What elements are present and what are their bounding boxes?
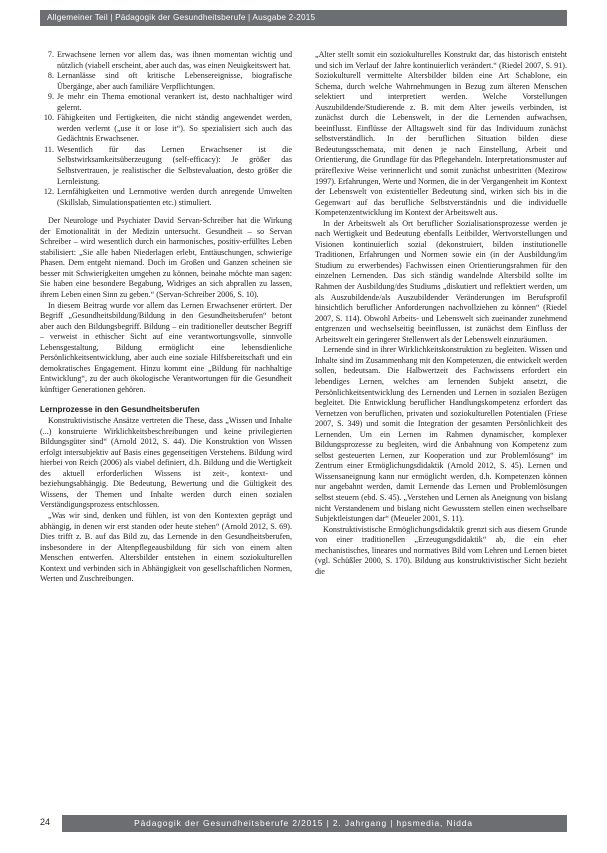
paragraph: Der Neurologe und Psychiater David Servan-Schreiber hat die Wirkung der Emotionalität in der Medizin untersucht. Gesundheit – so Servan Schreiber – wird wesentlich durch ein harmonisches, positiv-erfülltes Leben stabilisiert: „Sie alle haben Niederlagen erlebt, Enttäuschungen, schwierige Phasen. Dem entgeht niemand. Doch im Großen und Ganzen scheinen sie besser mit Schwierigkeiten umgehen zu können, beinahe möchte man sagen: Sie haben eine besondere Begabung, Widriges an sich abprallen zu lassen, ihrem Leben einen Sinn zu geben.“ (Servan-Schreiber 2006, S. 10). (40, 216, 292, 300)
list-item-text: Lernfähigkeiten und Lernmotive werden durch anregende Umwelten (Skillslab, Simulationspatienten etc.) stimuliert. (57, 187, 292, 207)
section-subheading: Lernprozesse in den Gesundheitsberufen (40, 404, 200, 414)
paragraph: In diesem Beitrag wurde vor allem das Lernen Erwachsener erörtert. Der Begriff „Gesundheitsbildung/Bildung in den Gesundheitsberufen“ betont aber auch den Bildungsbegriff. Bildung – ein traditioneller deutscher Begriff – verweist in ethischer Sicht auf eine verantwortungsvolle, sinnvolle Lebensgestaltung, Bildung ermöglicht eine lebensdienliche Persönlichkeitsentwicklung, aber auch eine soziale Hilfsbereitschaft und ein demokratisches Engagement. Hinzu kommt eine „Bildung für nachhaltige Entwicklung“, zu der auch ökologische Verantwortungen für die Gesundheit künftiger Generationen gehören. (40, 300, 292, 394)
paragraph: Konstruktivistische Ermöglichungsdidaktik grenzt sich aus diesem Grunde von einer traditionellen „Erzeugungsdidaktik“ ab, die ein eher mechanistisches, lineares und normatives Bild vom Lehren und Lernen bietet (vgl. Schüßler 2000, S. 170). Bildung aus konstruktivistischer Sicht bezieht die (315, 524, 567, 576)
list-item-number: 9. (47, 92, 54, 102)
list-item-number: 7. (47, 50, 54, 59)
list-item-text: Wesentlich für das Lernen Erwachsener ist die Selbstwirksamkeitsüberzeugung (self-efficacy): Je größer das Selbstvertrauen, je realistischer die Selbstevaluation, desto größer die Lernleistung. (57, 144, 292, 186)
list-item-number: 11. (44, 144, 54, 154)
page-number: 24 (40, 817, 51, 827)
paragraph: „Was wir sind, denken und fühlen, ist von den Kontexten geprägt und abhängig, in denen wir erst standen oder heute stehen“ (Arnold 2012, S. 69). Dies trifft z. B. auf das Bild zu, das Lernende in den Gesundheitsberufen, insbesondere in der Altenpflegeausbildung für sich von einem alten Menschen entwerfen. Altersbilder entstehen in einem soziokulturellen Kontext und verbinden sich in Abhängigkeit von gesellschaftlichen Normen, Werten und Zuschreibungen. (40, 510, 292, 584)
header-title: Allgemeiner Teil | Pädagogik der Gesundheitsberufe | Ausgabe 2-2015 (47, 13, 316, 22)
list-item-text: Fähigkeiten und Fertigkeiten, die nicht ständig angewendet werden, werden verlernt („use it or lose it“). So spezialisiert sich auch das Gedächtnis Erwachsener. (57, 113, 292, 144)
right-column (315, 50, 567, 795)
list-item-number: 8. (47, 71, 54, 81)
list-item (40, 92, 292, 113)
footer-caption: Pädagogik der Gesundheitsberufe 2/2015 | 2. Jahrgang | hpsmedia, Nidda (134, 818, 473, 828)
list-item-text: Erwachsene lernen vor allem das, was ihnen momentan wichtig und nützlich (viabell erscheint, aber auch das, was einen Neuigkeitswert hat. (57, 50, 292, 70)
list-item (40, 145, 292, 187)
list-item (40, 50, 292, 71)
numbered-list (40, 50, 292, 208)
paragraph: In der Arbeitswelt als Ort beruflicher Sozialisationsprozesse werden je nach Wertigkeit und Bedeutung ebenfalls Leitbilder, Wertvorstellungen und Visionen kontinuierlich sozial (dekonstruiert, bilden institutionelle Traditionen, Erfahrungen und Normen sowie ein (in der Ausbildung/im Studium zu erwerbendes) Fachwissen einen Orientierungsrahmen für den einzelnen Lernenden. Das sich ständig wandelnde Altersbild sollte im Rahmen der Ausbildung/des Studiums „diskutiert und reflektiert werden, um als Auszubildende/als Auszubildender Veränderungen im Berufsprofil hinsichtlich beruflicher Anforderungen nachvollziehen zu können“ (Riedel 2007, S. 114). Obwohl Arbeits- und Lebenswelt sich zueinander zunehmend entgrenzen und wechselseitig beeinflussen, ist zunächst dem Einfluss der Arbeitswelt ein geringerer Stellenwert als der Lebenswelt einzuräumen. (315, 218, 567, 344)
list-item (40, 71, 292, 92)
list-item (40, 187, 292, 208)
paragraph: Lernende sind in ihrer Wirklichkeitskonstruktion zu begleiten. Wissen und Inhalte sind im Zusammenhang mit den Kompetenzen, die entwickelt werden sollen, bedeutsam. Die Halbwertzeit des Fachwissens erfordert ein lebendiges Lernen, welches am lernenden Subjekt ansetzt, die Persönlichkeitsentwicklung des Lernenden und Lernen in sozialen Bezügen begleitet. Die Entwicklung beruflicher Handlungskompetenz erfordert das Vernetzen von beruflichen, privaten und soziokulturellen Potentialen (Friese 2007, S. 349) und somit die Integration der gesamten Persönlichkeit des Lernenden. Um ein Lernen im Rahmen dynamischer, komplexer Bildungsprozesse zu begleiten, wird die Anbahnung von Kompetenz zum selbst gesteuerten Lernen, zur Kooperation und zur Problemlösung“ im Zentrum einer Ermöglichungsdidaktik (Arnold 2012, S. 45). Lernen und Wissensaneignung kann nur ermöglicht werden, d.h. Kompetenzen können nur angebahnt werden, damit Lernende das Lernen und Problemlösungen selbst steuern (ebd. S. 45). „Verstehen und Lernen als Aneignung von bislang nicht Verstandenem und bislang nicht Gewusstem stellen einen wechselbare Subjektleistungen dar“ (Meueler 2001, S. 11). (315, 345, 567, 524)
list-item-text: Lernanlässe sind oft kritische Lebensereignisse, biografische Übergänge, aber auch familiäre Verpflichtungen. (57, 71, 292, 91)
page-footer (40, 815, 567, 833)
list-item-number: 12. (43, 187, 54, 197)
list-item-text: Je mehr ein Thema emotional verankert ist, desto nachhaltiger wird gelernt. (57, 92, 292, 112)
page-header (0, 0, 607, 30)
list-item-number: 10. (43, 113, 54, 123)
paragraph: Konstruktivistische Ansätze vertreten die These, dass „Wissen und Inhalte (...) konstruierte Wirklichkeitsbeschreibungen und keine privilegierten Bildungsgüter sind“ (Arnold 2012, S. 44). Die Konstruktion von Wissen erfolgt intersubjektiv auf Basis eines gegenseitigen Verstehens. Bildung wird hierbei von Reich (2006) als viabel definiert, d.h. Bildung und die Wertigkeit des aktuell erforderlichen Wissens ist zeit-, kontext- und beziehungsabhängig. Die Bedeutung, Bewertung und die Gültigkeit des Wissens, der Themen und Inhalte werden durch einen sozialen Verständigungsprozess entschlossen. (40, 416, 292, 510)
paragraph: „Alter stellt somit ein soziokulturelles Konstrukt dar, das historisch entsteht und sich im Verlauf der Jahre kontinuierlich verändert.“ (Riedel 2007, S. 91). Soziokulturell vermittelte Altersbilder bilden eine Art Schablone, ein Schema, durch welche Wahrnehmungen in Bezug zum älteren Menschen selektiert und interpretiert werden. Welche Vorstellungen Auszubildende/Studierende z. B. mit dem Alter jeweils verbinden, ist zunächst durch die Lebenswelt, in der die Lernenden aufwachsen, beeinflusst. Einflüsse der Alltagswelt sind für das Individuum zunächst selbstverständlich. In der beruflichen Situation bilden diese Bedeutungsschemata, mit denen je nach Einstellung, Arbeit und Orientierung, die Grundlage für das Pflegehandeln. Interpretationsmuster auf präreflexive Weise verinnerlicht und somit zunächst unbestritten (Mezirow 1997). Erfahrungen, Werte und Normen, die in der Vergangenheit im Kontext der Lebenswelt von existentieller Bedeutung sind, wirken sich bis in die Gegenwart auf das berufliche Selbstverständnis und die individuelle Kompetenzentwicklung im Kontext der Arbeitswelt aus. (315, 50, 567, 218)
list-item (40, 113, 292, 145)
page-content (40, 50, 567, 795)
left-column (40, 50, 292, 795)
